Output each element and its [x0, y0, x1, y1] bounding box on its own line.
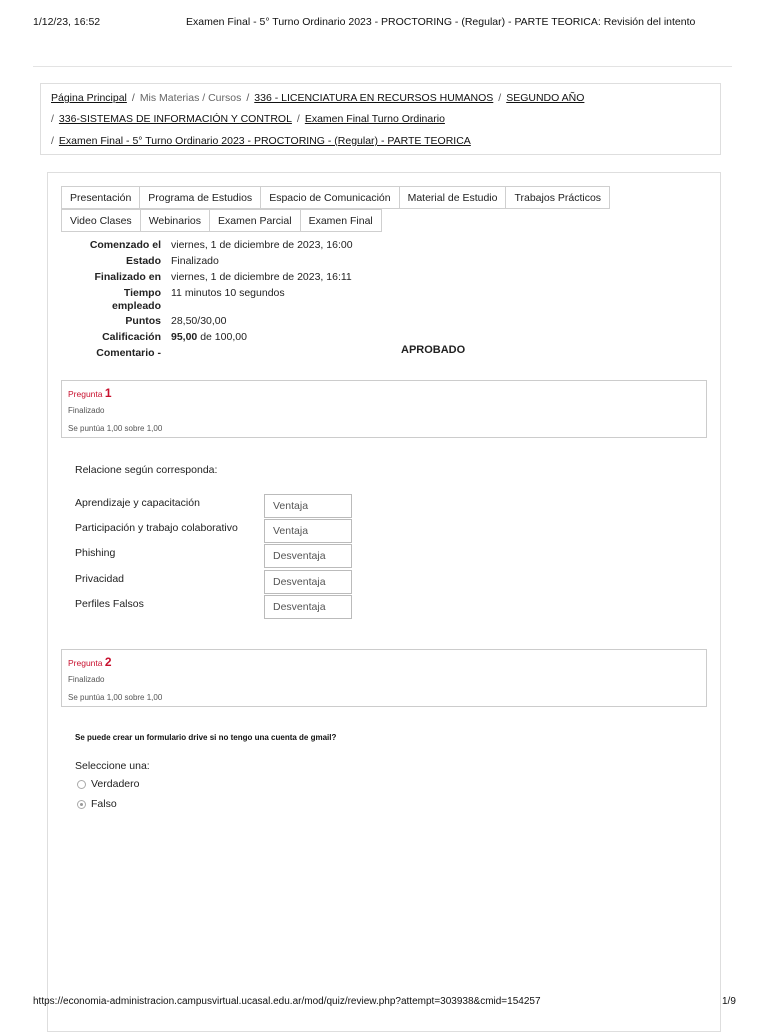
summary-label: Calificación — [102, 331, 161, 343]
tab-row-2 — [61, 209, 661, 232]
match-item: Aprendizaje y capacitación — [75, 497, 200, 509]
summary-value: 28,50/30,00 — [171, 315, 227, 327]
breadcrumb-home[interactable]: Página Principal — [51, 92, 127, 104]
question-info-2 — [61, 649, 707, 707]
question-prompt: Relacione según corresponda: — [75, 464, 218, 476]
question-score: Se puntúa 1,00 sobre 1,00 — [68, 693, 163, 702]
breadcrumb-examen[interactable]: Examen Final - 5° Turno Ordinario 2023 - PROCTORING - (Regular) - PARTE TEORICA — [58, 135, 471, 147]
tab-material[interactable]: Material de Estudio — [399, 186, 507, 209]
summary-grade — [171, 331, 247, 344]
comment-approved: APROBADO — [401, 344, 466, 356]
summary-label: Finalizado en — [94, 271, 161, 283]
print-title: Examen Final - 5° Turno Ordinario 2023 - PROCTORING - (Regular) - PARTE TEORICA: Revisión del intento — [186, 16, 696, 28]
grade-rest: de 100,00 — [197, 331, 247, 343]
match-item: Perfiles Falsos — [75, 598, 144, 610]
summary-label: Comentario - — [96, 347, 161, 359]
page-url: https://economia-administracion.campusvirtual.ucasal.edu.ar/mod/quiz/review.php?attempt=303938&cmid=154257 — [33, 996, 541, 1007]
question-status: Finalizado — [68, 675, 105, 684]
question-number: 1 — [104, 386, 112, 400]
breadcrumb-line-3: / Examen Final - 5° Turno Ordinario 2023 - PROCTORING - (Regular) - PARTE TEORICA — [51, 135, 471, 147]
question-prompt: Se puede crear un formulario drive si no tengo una cuenta de gmail? — [75, 733, 337, 742]
tab-trabajos[interactable]: Trabajos Prácticos — [505, 186, 610, 209]
option-verdadero[interactable] — [77, 778, 139, 790]
select-one-label: Seleccione una: — [75, 760, 150, 772]
option-label: Falso — [91, 798, 117, 810]
question-score: Se puntúa 1,00 sobre 1,00 — [68, 424, 163, 433]
divider — [33, 66, 732, 67]
course-tabs — [61, 186, 661, 232]
tab-row-1 — [61, 186, 661, 209]
breadcrumb-line-2: / 336-SISTEMAS DE INFORMACIÓN Y CONTROL / Examen Final Turno Ordinario — [51, 113, 445, 125]
summary-label: Tiempo — [123, 287, 161, 299]
tab-comunicacion[interactable]: Espacio de Comunicación — [260, 186, 399, 209]
breadcrumb-materia[interactable]: 336-SISTEMAS DE INFORMACIÓN Y CONTROL — [58, 113, 292, 125]
match-select[interactable]: Ventaja — [264, 494, 352, 518]
summary-value: viernes, 1 de diciembre de 2023, 16:11 — [171, 271, 352, 283]
breadcrumb-anio[interactable]: SEGUNDO AÑO — [506, 92, 585, 104]
tab-examen-final[interactable]: Examen Final — [300, 209, 382, 232]
page-number: 1/9 — [722, 996, 736, 1007]
question-label: Pregunta — [68, 658, 103, 668]
tab-programa[interactable]: Programa de Estudios — [139, 186, 261, 209]
grade-bold: 95,00 — [171, 331, 198, 343]
question-status: Finalizado — [68, 406, 105, 415]
radio-selected-icon[interactable] — [77, 800, 86, 809]
tab-presentacion[interactable]: Presentación — [61, 186, 140, 209]
summary-value: viernes, 1 de diciembre de 2023, 16:00 — [171, 239, 353, 251]
summary-label-tiempo — [61, 287, 161, 313]
option-label: Verdadero — [91, 778, 140, 790]
match-select[interactable]: Desventaja — [264, 544, 352, 568]
print-date: 1/12/23, 16:52 — [33, 16, 101, 28]
match-select[interactable]: Ventaja — [264, 519, 352, 543]
radio-icon[interactable] — [77, 780, 86, 789]
summary-value: Finalizado — [171, 255, 219, 267]
option-falso[interactable] — [77, 798, 117, 810]
question-number: 2 — [104, 655, 112, 669]
match-item: Privacidad — [75, 573, 125, 585]
match-item: Participación y trabajo colaborativo — [75, 522, 238, 534]
tab-video-clases[interactable]: Video Clases — [61, 209, 141, 232]
tab-webinarios[interactable]: Webinarios — [140, 209, 210, 232]
breadcrumb-mis-materias[interactable]: Mis Materias / Cursos — [139, 92, 242, 104]
summary-label: Comenzado el — [89, 239, 161, 251]
question-label: Pregunta — [68, 389, 103, 399]
breadcrumb-line-1: Página Principal / Mis Materias / Cursos / 336 - LICENCIATURA EN RECURSOS HUMANOS / SEGUNDO AÑO — [51, 92, 585, 104]
match-select[interactable]: Desventaja — [264, 595, 352, 619]
summary-label: Puntos — [125, 315, 161, 327]
question-title — [68, 386, 700, 400]
breadcrumb — [40, 83, 721, 155]
breadcrumb-carrera[interactable]: 336 - LICENCIATURA EN RECURSOS HUMANOS — [254, 92, 494, 104]
summary-label: Estado — [125, 255, 161, 267]
tab-examen-parcial[interactable]: Examen Parcial — [209, 209, 301, 232]
breadcrumb-turno[interactable]: Examen Final Turno Ordinario — [304, 113, 445, 125]
summary-label: empleado — [111, 300, 161, 312]
summary-value: 11 minutos 10 segundos — [171, 287, 285, 299]
match-item: Phishing — [75, 547, 116, 559]
match-select[interactable]: Desventaja — [264, 570, 352, 594]
attempt-summary — [61, 239, 701, 363]
question-info-1 — [61, 380, 707, 438]
question-title — [68, 655, 700, 669]
